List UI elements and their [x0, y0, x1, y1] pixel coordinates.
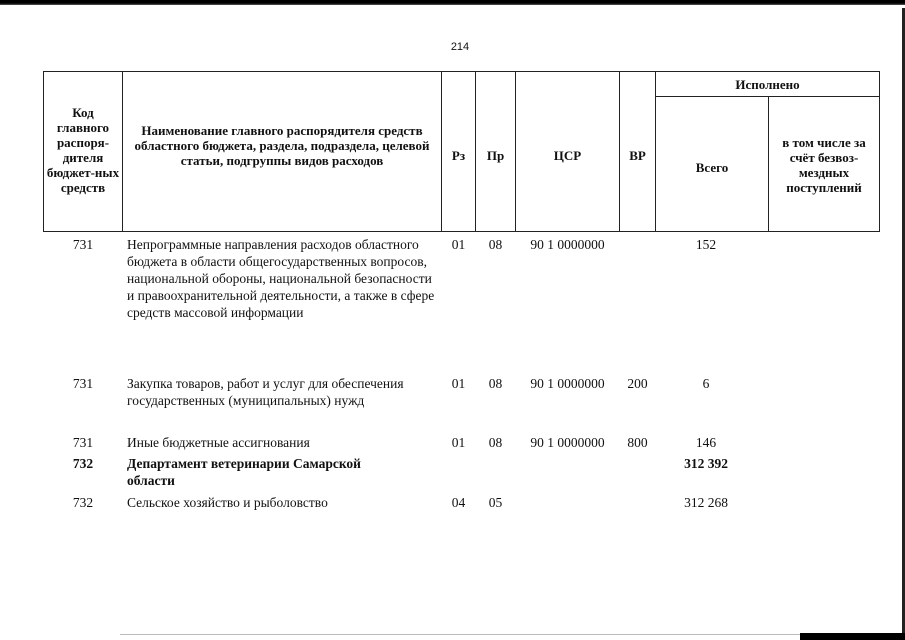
row-code: 732	[72, 495, 94, 510]
header-including-free-receipts: в том числе за счёт безвоз-мездных поступлений	[782, 135, 866, 195]
header-name: Наименование главного распорядителя средств областного бюджета, раздела, подраздела, целевой статьи, подгруппы видов расходов	[134, 122, 430, 168]
scan-line-bottom	[120, 634, 805, 635]
row-rz: 01	[451, 237, 466, 252]
row-name: Закупка товаров, работ и услуг для обеспечения государственных (муниципальных) нужд	[127, 376, 404, 408]
row-total: 312 392	[684, 456, 728, 471]
header-code: Код главного распоря-дителя бюджет-ных средств	[46, 105, 120, 195]
scan-border-top	[0, 0, 905, 5]
row-total: 152	[695, 237, 717, 252]
row-code: 732	[72, 456, 94, 471]
row-pr: 08	[488, 435, 503, 450]
row-name: Непрограммные направления расходов областного бюджета в области общегосударственных вопросов, национальной обороны, национальной безопасности и правоохранительной деятельности, а также в сфере средств массовой информации	[127, 237, 435, 320]
header-csr: ЦСР	[553, 147, 582, 163]
row-rz: 04	[451, 495, 466, 510]
page-number: 214	[450, 41, 470, 53]
row-rz: 01	[451, 376, 466, 391]
row-csr: 90 1 0000000	[530, 435, 605, 450]
header-total: Всего	[695, 159, 729, 175]
row-total: 312 268	[684, 495, 728, 510]
header-executed: Исполнено	[735, 76, 800, 92]
header-rz: Рз	[451, 147, 466, 163]
row-pr: 08	[488, 376, 503, 391]
row-pr: 05	[488, 495, 503, 510]
row-rz: 01	[451, 435, 466, 450]
row-name: Сельское хозяйство и рыболовство	[127, 495, 328, 510]
row-total: 146	[695, 435, 717, 450]
row-total: 6	[702, 376, 710, 391]
row-code: 731	[72, 376, 94, 391]
row-code: 731	[72, 237, 94, 252]
row-name: Иные бюджетные ассигнования	[127, 435, 310, 450]
row-csr: 90 1 0000000	[530, 237, 605, 252]
header-vr: ВР	[629, 147, 646, 163]
header-pr: Пр	[486, 147, 505, 163]
row-code: 731	[72, 435, 94, 450]
row-pr: 08	[488, 237, 503, 252]
row-csr: 90 1 0000000	[530, 376, 605, 391]
row-name: Департамент ветеринарии Самарской области	[127, 456, 361, 488]
row-vr: 200	[627, 376, 648, 391]
row-vr: 800	[627, 435, 648, 450]
scan-border-bottom	[800, 633, 905, 640]
